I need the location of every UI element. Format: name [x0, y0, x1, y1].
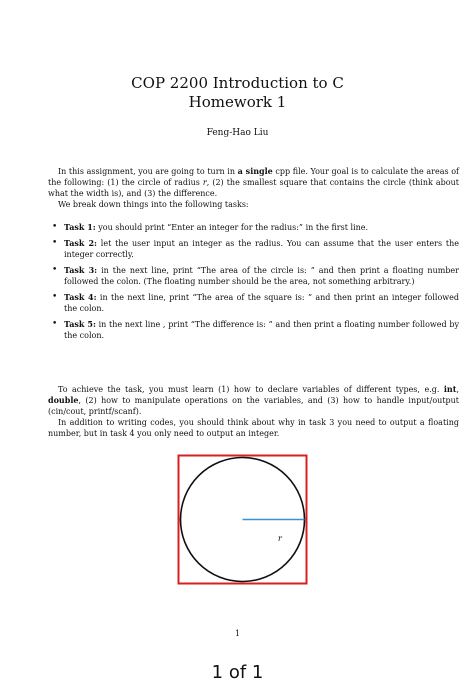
page-count-indicator: 1 of 1 [211, 662, 264, 683]
task-label: Task 4: [64, 292, 97, 302]
radius-symbol: r [202, 178, 207, 187]
task-text: let the user input an integer as the radius. You can assume that the user enters the integer correctly. [64, 239, 459, 259]
task-item [48, 222, 459, 233]
int-keyword: int [443, 384, 457, 394]
author-name: Feng-Hao Liu [206, 128, 269, 138]
double-keyword: double [48, 395, 79, 405]
task-label: Task 5: [64, 319, 96, 329]
course-title: COP 2200 Introduction to C [131, 74, 344, 92]
closing-paragraph: To achieve the task, you must learn (1) how to declare variables of different types, e.g. int, double, (2) how to manipulate operations on the variables, and (3) how to handle input/output (cin/cout, printf/scanf). [48, 384, 459, 416]
homework-title: Homework 1 [188, 93, 287, 111]
document-title [0, 74, 475, 112]
radius-label: r [278, 534, 282, 543]
task-list [48, 222, 459, 346]
task-text: you should print “Enter an integer for the radius:” in the first line. [95, 223, 369, 232]
task-item [48, 319, 459, 341]
circle-square-figure [177, 454, 308, 585]
intro-paragraph: In this assignment, you are going to turn in a single cpp file. Your goal is to calculate the areas of the following: (1) the circle of radius r, (2) the smallest square that contains the circle (think about what the width is), and (3) the difference. [48, 166, 460, 198]
task-item [48, 265, 459, 287]
task-text: in the next line , print “The difference is: ” and then print a floating number followed by the colon. [64, 320, 459, 340]
closing-paragraph-2: In addition to writing codes, you should think about why in task 3 you need to output a floating number, but in task 4 you only need to output an integer. [48, 418, 459, 438]
single-emphasis: a single [237, 166, 273, 176]
page-number: 1 [234, 629, 241, 638]
task-item [48, 238, 459, 260]
task-label: Task 1: [64, 222, 96, 232]
task-label: Task 2: [64, 238, 97, 248]
task-label: Task 3: [64, 265, 98, 275]
task-item [48, 292, 459, 314]
task-text: in the next line, print “The area of the circle is: ” and then print a floating number followed the colon. (The floating number should be the area, not something arbitrary.) [64, 266, 459, 286]
task-text: in the next line, print “The area of the square is: ” and then print an integer followed the colon. [64, 293, 459, 313]
tasks-intro: We break down things into the following tasks: [58, 200, 249, 209]
